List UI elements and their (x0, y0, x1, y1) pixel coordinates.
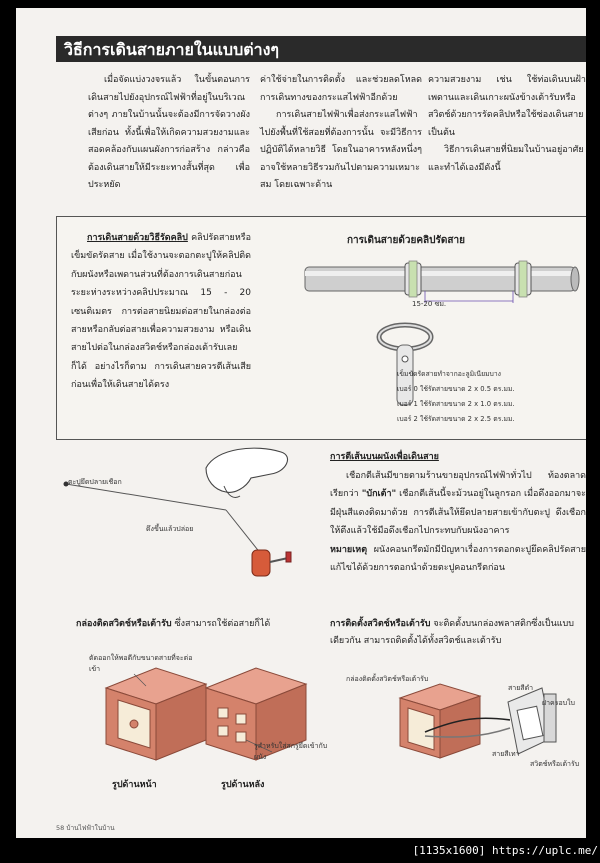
install-desc: จะติดตั้งบนกล่องพลาสติกซึ่งเป็นแบบเดียวกัน สามารถติดตั้งได้ทั้งสวิตช์และเต้ารับ (330, 619, 574, 646)
grey-wire-label: สายสีเทา (492, 750, 520, 758)
intro-paragraph-4: ความสวยงาม เช่น ใช้ท่อเดินบนฝ้าเพดานและเดินเกาะผนังข้างเต้ารับหรือสวิตช์ด้วยการรัดคลิปหรือใช้ซ่องเดินสาย เป็นต้น (428, 75, 586, 138)
caption-back: รูปด้านหลัง (221, 780, 265, 790)
page-footer: 58 บ้านไฟฟ้าในบ้าน (56, 824, 115, 832)
install-heading: การติดตั้งสวิตช์หรือเต้ารับ (330, 619, 431, 629)
chalk-string-2 (226, 510, 261, 554)
chalk-reel-icon (252, 550, 270, 576)
nail-label: ตะปูยึดปลายเชือก (68, 478, 122, 486)
wire-pipe (305, 267, 575, 291)
page (16, 8, 586, 838)
reel-crank (270, 558, 288, 562)
chalk-term: "บักเต้า" (361, 489, 397, 499)
intro-column-1 (88, 72, 250, 195)
knockout-label: ตัดออกให้พอดีกับขนาดสายที่จะต่อเข้า (89, 654, 193, 673)
chalk-note (330, 541, 586, 578)
switch-label: สวิตช์หรือเต้ารับ (530, 760, 580, 768)
page-title: วิธีการเดินสายภายในแบบต่างๆ (64, 40, 279, 59)
intro-paragraph-5: วิธีการเดินสายที่นิยมในบ้านอยู่อาศัยและทำได้เองมีดังนี้ (428, 145, 584, 173)
clip-note-1: เข็มขัดรัดสายทำจากอะลูมิเนียมบาง (397, 370, 501, 378)
chalk-body-part1: เชือกตีเส้นมีขายตามร้านขายอุปกรณ์ไฟฟ้าทั่วไป ท้องตลาดเรียกว่า (330, 470, 586, 499)
watermark: [1135x1600] https://uplc.me/ (412, 844, 598, 857)
switch-box-desc: ซึ่งสามารถใช้ต่อสายก็ได้ (174, 619, 271, 629)
intro-paragraph-3: การเดินสายไฟฟ้าเพื่อส่งกระแสไฟฟ้าไปยังพื้นที่ใช้สอยที่ต้องการนั้น จะมีวิธีการปฏิบัติได้หลายวิธี โดยในอาคารหลังหนึ่งๆ อาจใช้หลายวิธีรวมกันไปตามความเหมาะสม โดยเฉพาะด้าน (260, 110, 422, 190)
caption-front: รูปด้านหน้า (112, 780, 157, 790)
intro-paragraph-1: เมื่อจัดแบ่งวงจรแล้ว ในขั้นตอนการเดินสายไปยังอุปกรณ์ไฟฟ้าที่อยู่ในบริเวณต่างๆ ภายในบ้านนั้นจะต้องมีการจัดวางผังเสียก่อน ทั้งนี้เพื่อให้เกิดความสวยงามและสอดคล้องกับแผนผังการก่อสร้าง กล่าวคือ ต้องเดินสายให้มีระยะทางสั้นที่สุด เพื่อประหยัด (88, 75, 250, 190)
intro-column-2 (260, 72, 422, 195)
pull-label: ดึงขึ้นแล้วปล่อย (146, 525, 194, 533)
install-box-label: กล่องติดตั้งสวิตช์หรือเต้ารับ (346, 675, 429, 683)
clip-tab-1 (409, 261, 417, 297)
clip-section-heading: การเดินสายด้วยวิธีรัดคลิป (87, 233, 188, 243)
switch-box-heading-line (76, 616, 270, 633)
hand-icon (206, 448, 288, 492)
chalk-line-illustration (56, 444, 326, 594)
chalk-note-text: ผนังคอนกรีตมักมีปัญหาเรื่องการตอกตะปูยึดคลิปรัดสาย แก้ไขได้ด้วยการตอกนำด้วยตะปูคอนกรีตก่อน (330, 544, 586, 573)
chalk-note-label: หมายเหตุ (330, 544, 368, 555)
clip-diagram-title: การเดินสายด้วยคลิปรัดสาย (347, 235, 465, 246)
wire-end (571, 267, 579, 291)
clip-note-2: เบอร์ 0 ใช้รัดสายขนาด 2 x 0.5 ตร.มม. (397, 385, 515, 393)
clip-tab-2 (519, 261, 527, 297)
spacing-label: 15-20 ซม. (412, 300, 447, 308)
black-wire-label: สายสีดำ (508, 684, 534, 692)
clip-note-4: เบอร์ 2 ใช้รัดสายขนาด 2 x 2.5 ตร.มม. (397, 415, 515, 423)
clip-nail-hole (402, 356, 408, 362)
clip-note-3: เบอร์ 1 ใช้รัดสายขนาด 2 x 1.0 ตร.มม. (397, 400, 515, 408)
clip-notes (397, 367, 515, 427)
clip-section-body: คลิปรัดสายหรือเข็มขัดรัดสาย เมื่อใช้งานจะตอกตะปูให้คลิปติดกับผนังหรือเพดานส่วนที่ต้องการเดินสายก่อน ระยะห่างระหว่างคลิปประมาณ 15 - 20 เซนติเมตร การต่อสายนิยมต่อสายในกล่องต่อสายหรือกลับต่อสายเพื่อความสวยงาม หรือเดินสายไปต่อในกล่องสวิตช์หรือกล่องเต้ารับเลยก็ได้ อย่างไรก็ตาม การเดินสายควรตีเส้นเสียก่อนเพื่อให้เดินสายได้ตรง (71, 233, 251, 391)
screw-hole-label: รูสำหรับใส่สกรูยึดเข้ากับผนัง (254, 742, 328, 761)
wire-highlight (305, 271, 575, 276)
chalk-section-heading: การตีเส้นบนผนังเพื่อเดินสาย (330, 452, 439, 462)
cover-label: ฝาครอบใบ (542, 699, 575, 707)
chalk-section-body (330, 467, 586, 541)
chalk-body-part2: เชือกตีเส้นนี้จะม้วนอยู่ในลูกรอก เมื่อดึงออกมาจะมีฝุ่นสีแดงติดมาด้วย การตีเส้นให้ยึดปลายสายเข้ากับตะปู ดึงเชือกให้ตึงแล้วใช้มือดึงเชือกไปกระทบกับผนังอาคาร (330, 489, 586, 536)
intro-column-3 (428, 72, 586, 177)
clip-section-box (56, 216, 586, 440)
install-heading-line (330, 616, 586, 650)
switch-box-heading: กล่องติดสวิตช์หรือเต้ารับ (76, 619, 172, 629)
clip-section-text (71, 229, 251, 395)
intro-paragraph-2: ค่าใช้จ่ายในการติดตั้ง และช่วยลดโหลดการเดินทางของกระแสไฟฟ้าอีกด้วย (260, 75, 422, 103)
title-bar (56, 36, 586, 62)
chalk-section-text (330, 448, 586, 578)
